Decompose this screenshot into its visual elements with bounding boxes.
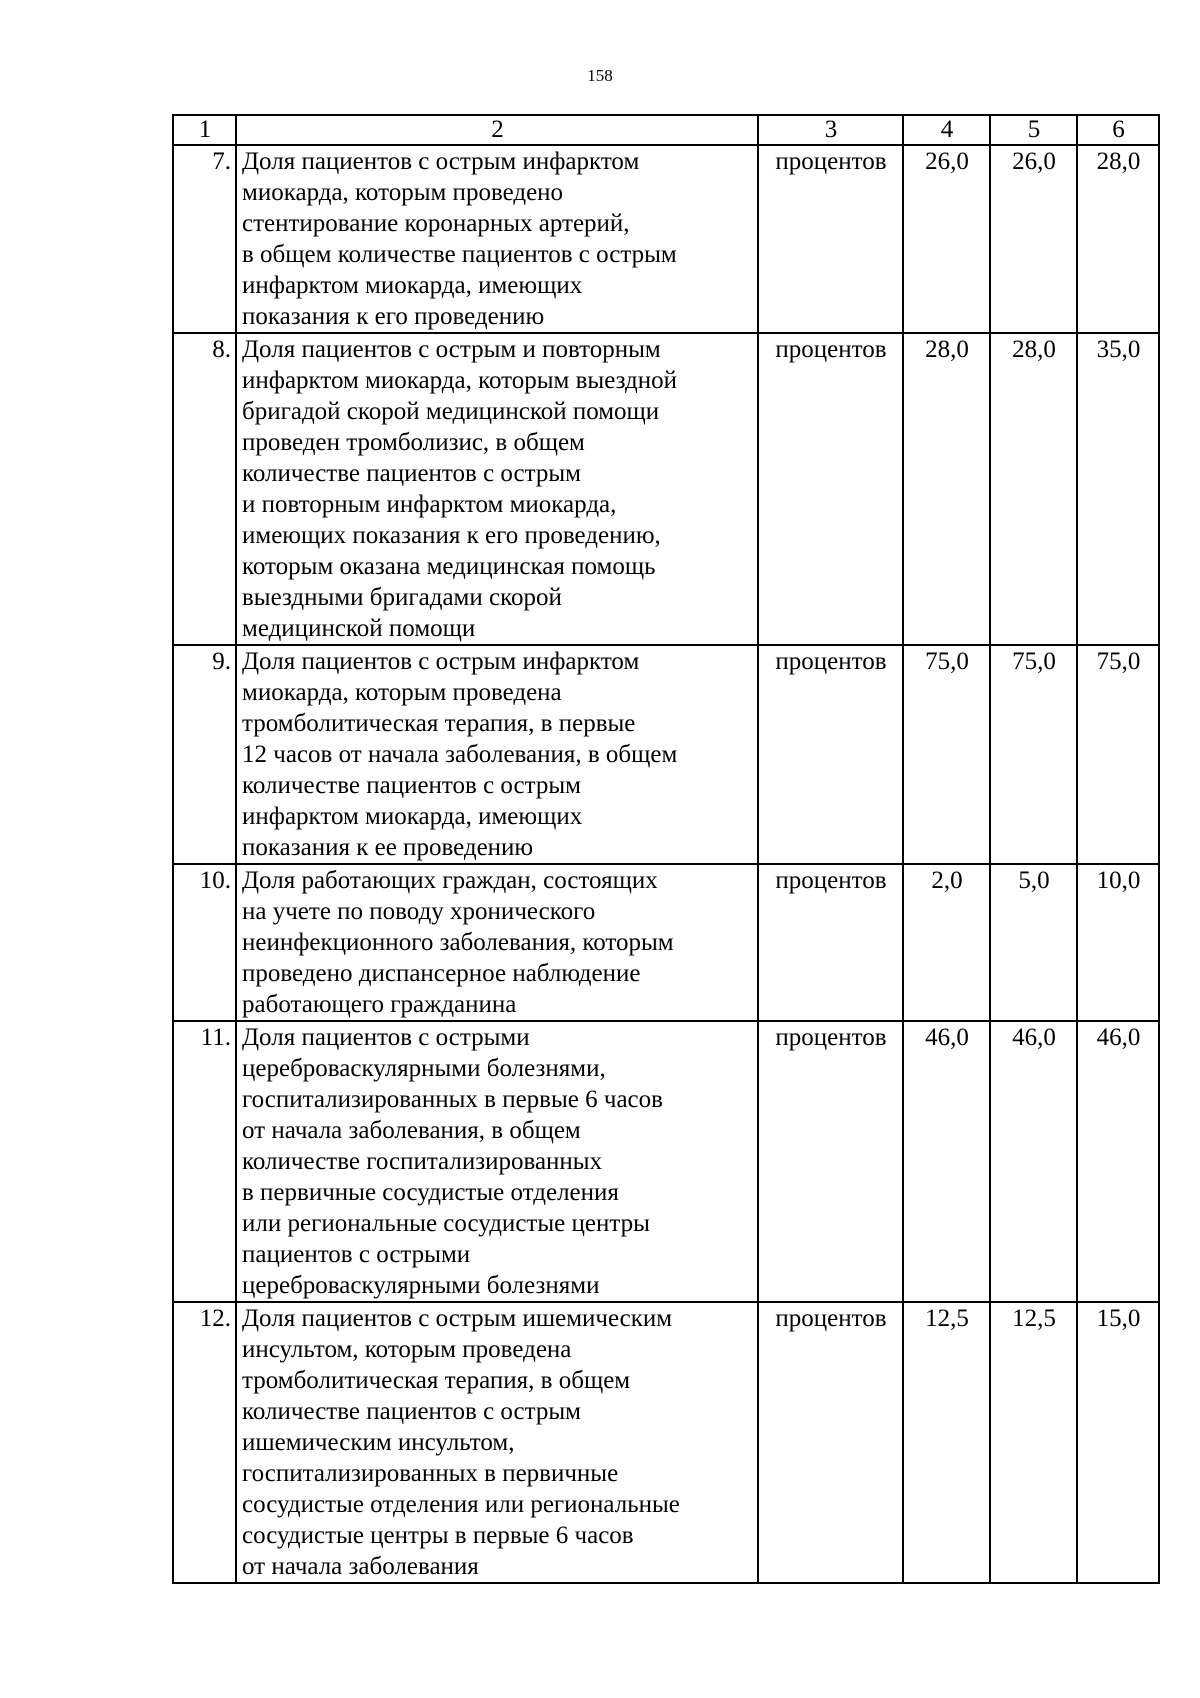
value-column-6: 15,0 xyxy=(1077,1302,1159,1583)
description-line: стентирование коронарных артерий, xyxy=(242,210,630,237)
description-line: бригадой скорой медицинской помощи xyxy=(242,398,660,425)
description-line: которым оказана медицинская помощь xyxy=(242,553,656,580)
column-number-row xyxy=(173,115,1159,145)
description-line: работающего гражданина xyxy=(242,991,517,1018)
indicators-table xyxy=(172,114,1160,1584)
description-line: проведено диспансерное наблюдение xyxy=(242,960,641,987)
description-line: неинфекционного заболевания, которым xyxy=(242,929,674,956)
description-line: количестве госпитализированных xyxy=(242,1148,603,1175)
indicator-description xyxy=(236,1021,758,1302)
value-column-4: 12,5 xyxy=(903,1302,990,1583)
value-column-4: 46,0 xyxy=(903,1021,990,1302)
description-line: госпитализированных в первичные xyxy=(242,1460,619,1487)
description-line: цереброваскулярными болезнями xyxy=(242,1272,600,1299)
column-header: 6 xyxy=(1077,115,1159,145)
description-line: в общем количестве пациентов с острым xyxy=(242,241,677,268)
description-line: или региональные сосудистые центры xyxy=(242,1210,650,1237)
row-number: 7. xyxy=(173,145,236,333)
description-line: миокарда, которым проведено xyxy=(242,179,564,206)
description-line: сосудистые центры в первые 6 часов xyxy=(242,1522,634,1549)
description-line: Доля пациентов с острым инфарктом xyxy=(242,148,640,175)
unit-of-measure: процентов xyxy=(758,864,903,1021)
description-line: количестве пациентов с острым xyxy=(242,772,581,799)
value-column-6: 75,0 xyxy=(1077,645,1159,864)
value-column-6: 28,0 xyxy=(1077,145,1159,333)
table-row xyxy=(173,645,1159,864)
description-line: цереброваскулярными болезнями, xyxy=(242,1055,606,1082)
indicator-description xyxy=(236,864,758,1021)
description-line: тромболитическая терапия, в общем xyxy=(242,1367,631,1394)
value-column-4: 26,0 xyxy=(903,145,990,333)
column-header: 5 xyxy=(990,115,1077,145)
column-header: 3 xyxy=(758,115,903,145)
description-line: на учете по поводу хронического xyxy=(242,898,596,925)
description-line: инфарктом миокарда, имеющих xyxy=(242,272,583,299)
unit-of-measure: процентов xyxy=(758,145,903,333)
table-row xyxy=(173,864,1159,1021)
description-line: инсультом, которым проведена xyxy=(242,1336,572,1363)
value-column-5: 12,5 xyxy=(990,1302,1077,1583)
value-column-4: 75,0 xyxy=(903,645,990,864)
description-line: 12 часов от начала заболевания, в общем xyxy=(242,741,678,768)
value-column-4: 28,0 xyxy=(903,333,990,645)
description-line: в первичные сосудистые отделения xyxy=(242,1179,619,1206)
unit-of-measure: процентов xyxy=(758,1021,903,1302)
description-line: проведен тромболизис, в общем xyxy=(242,429,585,456)
description-line: инфарктом миокарда, которым выездной xyxy=(242,367,678,394)
value-column-6: 46,0 xyxy=(1077,1021,1159,1302)
table-row xyxy=(173,1021,1159,1302)
row-number: 10. xyxy=(173,864,236,1021)
description-line: инфарктом миокарда, имеющих xyxy=(242,803,583,830)
column-header: 2 xyxy=(236,115,758,145)
value-column-6: 10,0 xyxy=(1077,864,1159,1021)
indicator-description xyxy=(236,145,758,333)
description-line: Доля пациентов с острым инфарктом xyxy=(242,648,640,675)
description-line: Доля работающих граждан, состоящих xyxy=(242,867,658,894)
description-line: Доля пациентов с острым и повторным xyxy=(242,336,661,363)
value-column-4: 2,0 xyxy=(903,864,990,1021)
description-line: тромболитическая терапия, в первые xyxy=(242,710,636,737)
page-number: 158 xyxy=(587,66,613,85)
indicator-description xyxy=(236,1302,758,1583)
table-row xyxy=(173,333,1159,645)
column-header: 4 xyxy=(903,115,990,145)
description-line: миокарда, которым проведена xyxy=(242,679,562,706)
description-line: и повторным инфарктом миокарда, xyxy=(242,491,617,518)
description-line: Доля пациентов с острым ишемическим xyxy=(242,1305,673,1332)
unit-of-measure: процентов xyxy=(758,645,903,864)
description-line: Доля пациентов с острыми xyxy=(242,1024,530,1051)
value-column-5: 26,0 xyxy=(990,145,1077,333)
table-body xyxy=(173,145,1159,1583)
description-line: выездными бригадами скорой xyxy=(242,584,562,611)
description-line: от начала заболевания, в общем xyxy=(242,1117,581,1144)
description-line: имеющих показания к его проведению, xyxy=(242,522,661,549)
row-number: 8. xyxy=(173,333,236,645)
description-line: показания к ее проведению xyxy=(242,834,534,861)
description-line: количестве пациентов с острым xyxy=(242,1398,581,1425)
description-line: медицинской помощи xyxy=(242,615,476,642)
value-column-5: 46,0 xyxy=(990,1021,1077,1302)
value-column-5: 28,0 xyxy=(990,333,1077,645)
description-line: количестве пациентов с острым xyxy=(242,460,581,487)
unit-of-measure: процентов xyxy=(758,333,903,645)
value-column-6: 35,0 xyxy=(1077,333,1159,645)
table-row xyxy=(173,1302,1159,1583)
row-number: 11. xyxy=(173,1021,236,1302)
row-number: 12. xyxy=(173,1302,236,1583)
column-header: 1 xyxy=(173,115,236,145)
description-line: госпитализированных в первые 6 часов xyxy=(242,1086,663,1113)
description-line: показания к его проведению xyxy=(242,303,545,330)
indicator-description xyxy=(236,645,758,864)
row-number: 9. xyxy=(173,645,236,864)
indicator-description xyxy=(236,333,758,645)
value-column-5: 75,0 xyxy=(990,645,1077,864)
description-line: пациентов с острыми xyxy=(242,1241,471,1268)
description-line: от начала заболевания xyxy=(242,1553,479,1580)
description-line: сосудистые отделения или региональные xyxy=(242,1491,680,1518)
description-line: ишемическим инсультом, xyxy=(242,1429,515,1456)
unit-of-measure: процентов xyxy=(758,1302,903,1583)
table-row xyxy=(173,145,1159,333)
value-column-5: 5,0 xyxy=(990,864,1077,1021)
